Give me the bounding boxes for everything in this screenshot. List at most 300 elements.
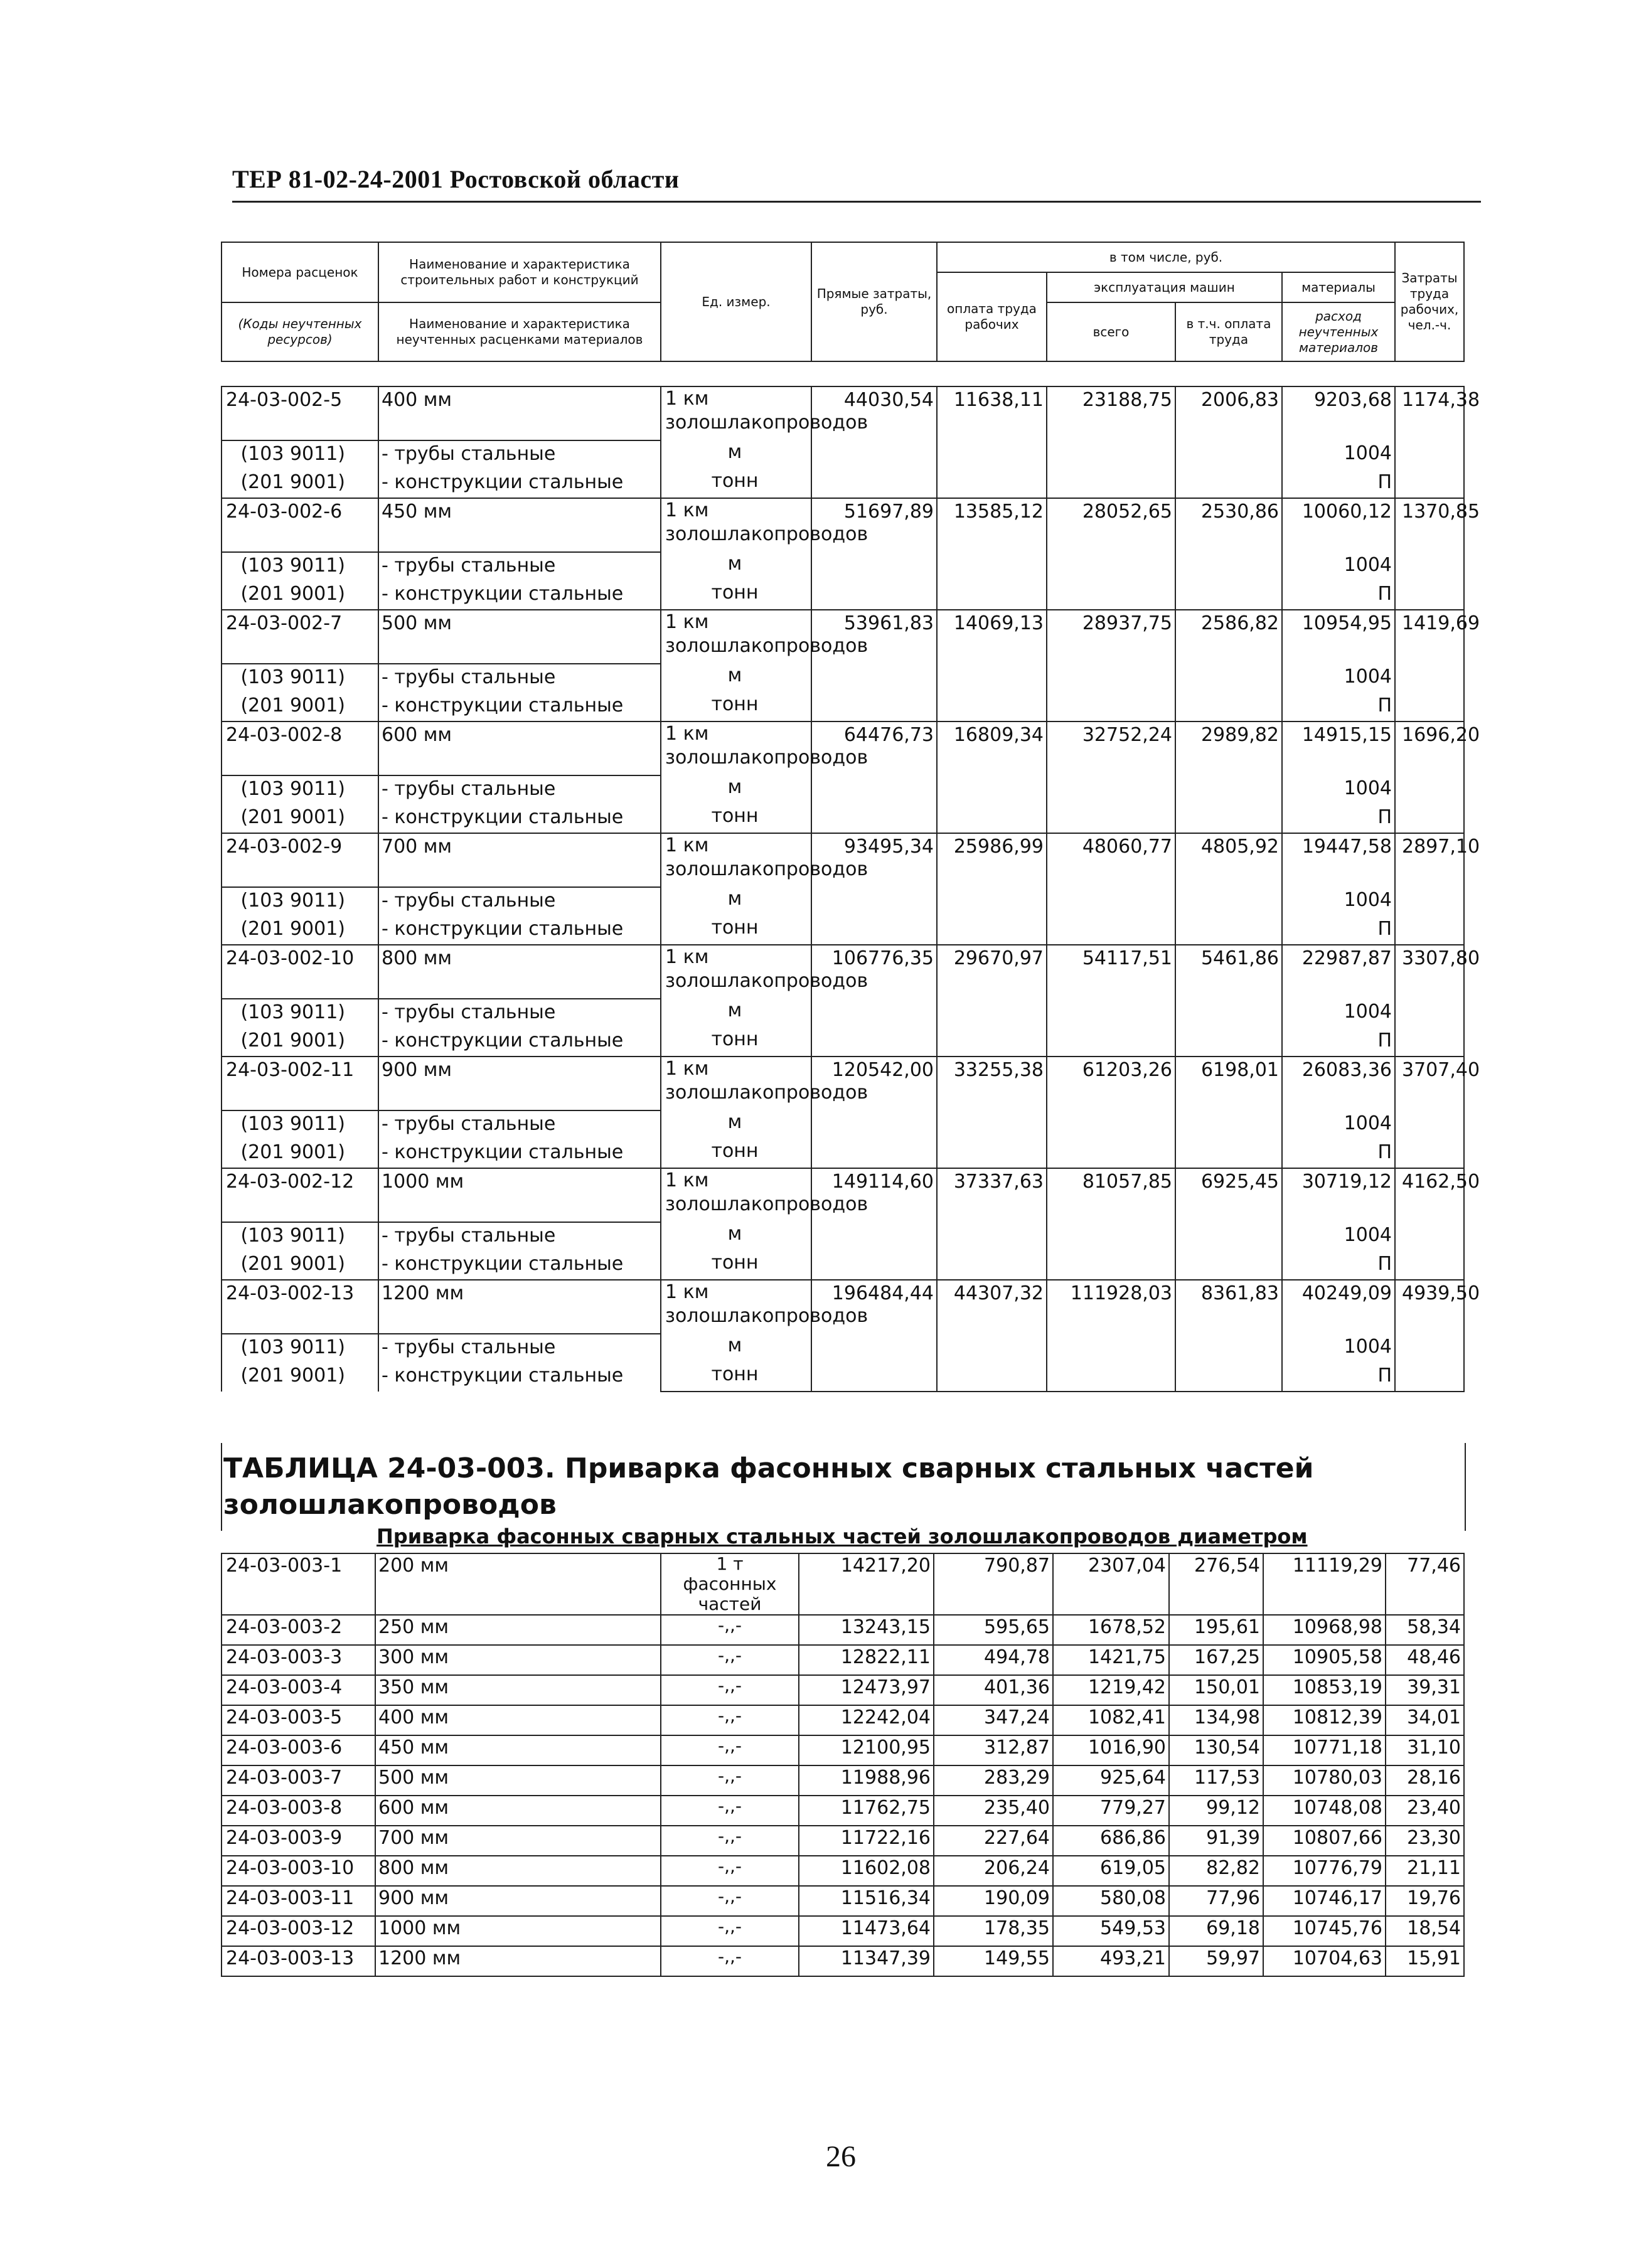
empty-cell xyxy=(811,581,937,610)
resource-code: (103 9011) xyxy=(222,999,378,1028)
rate-machine-wages: 6925,45 xyxy=(1175,1168,1282,1222)
rate-direct-cost: 51697,89 xyxy=(811,498,937,552)
resource-unit: тонн xyxy=(661,1363,811,1392)
resource-qty: 1004 xyxy=(1282,887,1395,916)
rate-machine-wages: 195,61 xyxy=(1169,1615,1263,1645)
rate-code: 24-03-003-7 xyxy=(222,1765,375,1796)
rate-name: 500 мм xyxy=(375,1765,661,1796)
rate-machine-wages: 167,25 xyxy=(1169,1645,1263,1675)
empty-cell xyxy=(1047,440,1175,469)
resource-qty: П xyxy=(1282,916,1395,945)
empty-cell xyxy=(811,916,937,945)
resource-row xyxy=(222,1334,1464,1363)
header-machines: эксплуатация машин xyxy=(1047,272,1282,302)
header-name-sub: Наименование и характеристика неучтенных расценками материалов xyxy=(378,302,661,361)
rate-name: 450 мм xyxy=(375,1735,661,1765)
rate-machines: 779,27 xyxy=(1053,1796,1169,1826)
rate-wages: 494,78 xyxy=(934,1645,1053,1675)
resource-name: - трубы стальные xyxy=(378,440,661,469)
resource-unit: тонн xyxy=(661,1251,811,1280)
rate-machines: 686,86 xyxy=(1053,1826,1169,1856)
rate-direct-cost: 12100,95 xyxy=(799,1735,934,1765)
rate-machines: 81057,85 xyxy=(1047,1168,1175,1222)
rate-direct-cost: 11516,34 xyxy=(799,1886,934,1916)
rate-row xyxy=(222,1796,1464,1826)
rate-labor: 18,54 xyxy=(1386,1916,1464,1946)
resource-unit: м xyxy=(661,1334,811,1363)
rate-wages: 190,09 xyxy=(934,1886,1053,1916)
empty-cell xyxy=(1047,552,1175,581)
rate-labor: 1174,38 xyxy=(1395,386,1464,440)
empty-cell xyxy=(1395,1334,1464,1363)
rate-row xyxy=(222,1675,1464,1705)
resource-code: (201 9001) xyxy=(222,916,378,945)
rate-name: 200 мм xyxy=(375,1553,661,1615)
rate-unit: 1 км золошлакопроводов xyxy=(661,498,811,552)
resource-row xyxy=(222,775,1464,804)
rate-name: 600 мм xyxy=(375,1796,661,1826)
empty-cell xyxy=(1175,693,1282,721)
rate-materials: 10745,76 xyxy=(1263,1916,1386,1946)
empty-cell xyxy=(937,1251,1047,1280)
rate-wages: 14069,13 xyxy=(937,610,1047,664)
page-title: ТЕР 81-02-24-2001 Ростовской области xyxy=(232,165,680,193)
empty-cell xyxy=(1175,1222,1282,1251)
rate-wages: 312,87 xyxy=(934,1735,1053,1765)
resource-qty: 1004 xyxy=(1282,440,1395,469)
rate-machine-wages: 99,12 xyxy=(1169,1796,1263,1826)
resource-qty: 1004 xyxy=(1282,552,1395,581)
empty-cell xyxy=(937,1028,1047,1057)
rate-wages: 16809,34 xyxy=(937,721,1047,775)
empty-cell xyxy=(937,916,1047,945)
resource-row xyxy=(222,887,1464,916)
empty-cell xyxy=(1395,999,1464,1028)
rate-code: 24-03-003-11 xyxy=(222,1886,375,1916)
header-codes: Номера расценок xyxy=(222,242,378,302)
resource-qty: 1004 xyxy=(1282,1334,1395,1363)
rate-unit: 1 км золошлакопроводов xyxy=(661,945,811,999)
rate-machine-wages: 130,54 xyxy=(1169,1735,1263,1765)
rate-wages: 401,36 xyxy=(934,1675,1053,1705)
rate-machine-wages: 8361,83 xyxy=(1175,1280,1282,1334)
rate-labor: 31,10 xyxy=(1386,1735,1464,1765)
rate-row xyxy=(222,1826,1464,1856)
rate-machine-wages: 59,97 xyxy=(1169,1946,1263,1976)
header-unit: Ед. измер. xyxy=(661,242,811,361)
resource-unit: м xyxy=(661,775,811,804)
resource-qty: П xyxy=(1282,469,1395,498)
rate-name: 400 мм xyxy=(378,386,661,440)
resource-code: (103 9011) xyxy=(222,887,378,916)
resource-name: - конструкции стальные xyxy=(378,469,661,498)
empty-cell xyxy=(1395,469,1464,498)
empty-cell xyxy=(811,1139,937,1168)
rate-wages: 227,64 xyxy=(934,1826,1053,1856)
rate-direct-cost: 53961,83 xyxy=(811,610,937,664)
empty-cell xyxy=(1175,1028,1282,1057)
rate-unit: -,,- xyxy=(661,1765,799,1796)
rate-unit: 1 км золошлакопроводов xyxy=(661,1280,811,1334)
empty-cell xyxy=(811,1251,937,1280)
resource-unit: тонн xyxy=(661,693,811,721)
rate-wages: 44307,32 xyxy=(937,1280,1047,1334)
empty-cell xyxy=(811,693,937,721)
rate-machines: 32752,24 xyxy=(1047,721,1175,775)
rate-direct-cost: 12473,97 xyxy=(799,1675,934,1705)
rate-machine-wages: 69,18 xyxy=(1169,1916,1263,1946)
empty-cell xyxy=(1047,1334,1175,1363)
resource-qty: П xyxy=(1282,1251,1395,1280)
rate-machines: 48060,77 xyxy=(1047,833,1175,887)
rate-code: 24-03-003-6 xyxy=(222,1735,375,1765)
resource-row xyxy=(222,1028,1464,1057)
rate-row xyxy=(222,1645,1464,1675)
rate-unit: -,,- xyxy=(661,1856,799,1886)
section-block xyxy=(221,1443,1466,1531)
header-labor: Затраты труда рабочих, чел.-ч. xyxy=(1395,242,1464,361)
resource-qty: 1004 xyxy=(1282,1110,1395,1139)
empty-cell xyxy=(1047,581,1175,610)
rate-direct-cost: 44030,54 xyxy=(811,386,937,440)
empty-cell xyxy=(811,664,937,693)
rate-name: 1200 мм xyxy=(378,1280,661,1334)
empty-cell xyxy=(1395,440,1464,469)
rate-machines: 1678,52 xyxy=(1053,1615,1169,1645)
rate-wages: 149,55 xyxy=(934,1946,1053,1976)
rate-machines: 619,05 xyxy=(1053,1856,1169,1886)
empty-cell xyxy=(1047,693,1175,721)
rate-machines: 28937,75 xyxy=(1047,610,1175,664)
empty-cell xyxy=(1047,775,1175,804)
rate-row xyxy=(222,1886,1464,1916)
rate-machines: 28052,65 xyxy=(1047,498,1175,552)
rate-row xyxy=(222,1553,1464,1615)
resource-row xyxy=(222,1222,1464,1251)
resource-row xyxy=(222,804,1464,833)
resource-row xyxy=(222,916,1464,945)
resource-code: (201 9001) xyxy=(222,581,378,610)
empty-cell xyxy=(1395,804,1464,833)
rate-machine-wages: 117,53 xyxy=(1169,1765,1263,1796)
resource-code: (103 9011) xyxy=(222,1334,378,1363)
resource-name: - трубы стальные xyxy=(378,1110,661,1139)
rate-wages: 29670,97 xyxy=(937,945,1047,999)
rate-wages: 206,24 xyxy=(934,1856,1053,1886)
empty-cell xyxy=(1047,664,1175,693)
empty-cell xyxy=(1395,1110,1464,1139)
rate-row xyxy=(222,1057,1464,1110)
rate-code: 24-03-002-12 xyxy=(222,1168,378,1222)
rate-materials: 10853,19 xyxy=(1263,1675,1386,1705)
empty-cell xyxy=(1395,1222,1464,1251)
rate-labor: 39,31 xyxy=(1386,1675,1464,1705)
resource-name: - конструкции стальные xyxy=(378,1139,661,1168)
rate-materials: 10780,03 xyxy=(1263,1765,1386,1796)
empty-cell xyxy=(937,804,1047,833)
resource-row xyxy=(222,1363,1464,1392)
rate-labor: 15,91 xyxy=(1386,1946,1464,1976)
rate-unit: -,,- xyxy=(661,1735,799,1765)
rate-unit: -,,- xyxy=(661,1615,799,1645)
resource-unit: тонн xyxy=(661,469,811,498)
rate-code: 24-03-002-8 xyxy=(222,721,378,775)
resource-qty: П xyxy=(1282,1139,1395,1168)
resource-unit: тонн xyxy=(661,916,811,945)
empty-cell xyxy=(811,1028,937,1057)
resource-code: (201 9001) xyxy=(222,1028,378,1057)
empty-cell xyxy=(937,664,1047,693)
empty-cell xyxy=(937,1110,1047,1139)
resource-name: - конструкции стальные xyxy=(378,581,661,610)
rate-labor: 23,40 xyxy=(1386,1796,1464,1826)
resource-code: (201 9001) xyxy=(222,804,378,833)
rate-row xyxy=(222,1168,1464,1222)
empty-cell xyxy=(1395,581,1464,610)
rate-unit: 1 км золошлакопроводов xyxy=(661,1057,811,1110)
header-table xyxy=(221,242,1465,362)
resource-unit: м xyxy=(661,887,811,916)
rate-direct-cost: 196484,44 xyxy=(811,1280,937,1334)
empty-cell xyxy=(1047,804,1175,833)
rate-unit: -,,- xyxy=(661,1886,799,1916)
rate-direct-cost: 93495,34 xyxy=(811,833,937,887)
resource-code: (201 9001) xyxy=(222,1363,378,1392)
rate-materials: 10771,18 xyxy=(1263,1735,1386,1765)
resource-qty: П xyxy=(1282,693,1395,721)
rate-row xyxy=(222,386,1464,440)
rate-wages: 235,40 xyxy=(934,1796,1053,1826)
rate-materials: 22987,87 xyxy=(1282,945,1395,999)
rate-name: 1200 мм xyxy=(375,1946,661,1976)
rate-code: 24-03-003-3 xyxy=(222,1645,375,1675)
resource-qty: 1004 xyxy=(1282,775,1395,804)
rate-machine-wages: 2586,82 xyxy=(1175,610,1282,664)
resource-code: (201 9001) xyxy=(222,1139,378,1168)
empty-cell xyxy=(1175,1363,1282,1392)
rate-row xyxy=(222,1765,1464,1796)
empty-cell xyxy=(1175,552,1282,581)
empty-cell xyxy=(937,1222,1047,1251)
rate-direct-cost: 11347,39 xyxy=(799,1946,934,1976)
empty-cell xyxy=(1395,916,1464,945)
empty-cell xyxy=(1175,804,1282,833)
empty-cell xyxy=(937,581,1047,610)
rate-direct-cost: 12822,11 xyxy=(799,1645,934,1675)
rate-labor: 2897,10 xyxy=(1395,833,1464,887)
rate-machines: 580,08 xyxy=(1053,1886,1169,1916)
rate-materials: 10776,79 xyxy=(1263,1856,1386,1886)
rate-unit: 1 км золошлакопроводов xyxy=(661,721,811,775)
resource-code: (103 9011) xyxy=(222,1222,378,1251)
rate-name: 350 мм xyxy=(375,1675,661,1705)
rate-labor: 23,30 xyxy=(1386,1826,1464,1856)
rate-code: 24-03-003-5 xyxy=(222,1705,375,1735)
resource-row xyxy=(222,1110,1464,1139)
empty-cell xyxy=(811,469,937,498)
resource-name: - трубы стальные xyxy=(378,887,661,916)
rate-row xyxy=(222,498,1464,552)
resource-name: - конструкции стальные xyxy=(378,804,661,833)
rate-direct-cost: 13243,15 xyxy=(799,1615,934,1645)
rate-machine-wages: 4805,92 xyxy=(1175,833,1282,887)
empty-cell xyxy=(1175,469,1282,498)
rate-name: 800 мм xyxy=(375,1856,661,1886)
resource-name: - трубы стальные xyxy=(378,999,661,1028)
resource-code: (103 9011) xyxy=(222,552,378,581)
rate-unit: 1 км золошлакопроводов xyxy=(661,610,811,664)
rate-machine-wages: 91,39 xyxy=(1169,1826,1263,1856)
empty-cell xyxy=(1395,1139,1464,1168)
rate-wages: 595,65 xyxy=(934,1615,1053,1645)
rate-wages: 25986,99 xyxy=(937,833,1047,887)
empty-cell xyxy=(1175,440,1282,469)
rate-labor: 58,34 xyxy=(1386,1615,1464,1645)
rate-name: 250 мм xyxy=(375,1615,661,1645)
rate-unit: -,,- xyxy=(661,1946,799,1976)
rate-machine-wages: 2530,86 xyxy=(1175,498,1282,552)
rate-name: 600 мм xyxy=(378,721,661,775)
resource-unit: м xyxy=(661,999,811,1028)
rate-row xyxy=(222,1916,1464,1946)
resource-code: (103 9011) xyxy=(222,1110,378,1139)
empty-cell xyxy=(1047,1110,1175,1139)
empty-cell xyxy=(1395,887,1464,916)
empty-cell xyxy=(1047,1251,1175,1280)
rate-materials: 10060,12 xyxy=(1282,498,1395,552)
empty-cell xyxy=(811,775,937,804)
empty-cell xyxy=(1175,664,1282,693)
rate-labor: 4939,50 xyxy=(1395,1280,1464,1334)
rates-table-24-03-003 xyxy=(221,1553,1465,1977)
resource-qty: П xyxy=(1282,581,1395,610)
resource-qty: П xyxy=(1282,1028,1395,1057)
rate-row xyxy=(222,1705,1464,1735)
resource-qty: 1004 xyxy=(1282,664,1395,693)
resource-unit: м xyxy=(661,1222,811,1251)
empty-cell xyxy=(937,887,1047,916)
rate-materials: 10748,08 xyxy=(1263,1796,1386,1826)
rate-wages: 33255,38 xyxy=(937,1057,1047,1110)
empty-cell xyxy=(1395,775,1464,804)
empty-cell xyxy=(811,1363,937,1392)
header-codes-sub: (Коды неучтенных ресурсов) xyxy=(222,302,378,361)
empty-cell xyxy=(1395,1363,1464,1392)
rate-direct-cost: 11722,16 xyxy=(799,1826,934,1856)
rate-machines: 61203,26 xyxy=(1047,1057,1175,1110)
rate-row xyxy=(222,1946,1464,1976)
rate-name: 1000 мм xyxy=(378,1168,661,1222)
resource-code: (103 9011) xyxy=(222,664,378,693)
rate-wages: 283,29 xyxy=(934,1765,1053,1796)
section-subheading: Приварка фасонных сварных стальных частей золошлакопроводов диаметром xyxy=(377,1525,1308,1548)
rate-unit: -,,- xyxy=(661,1916,799,1946)
empty-cell xyxy=(1047,999,1175,1028)
empty-cell xyxy=(811,1334,937,1363)
empty-cell xyxy=(811,887,937,916)
resource-name: - трубы стальные xyxy=(378,775,661,804)
resource-code: (201 9001) xyxy=(222,693,378,721)
resource-row xyxy=(222,440,1464,469)
rate-materials: 9203,68 xyxy=(1282,386,1395,440)
rate-unit: 1 км золошлакопроводов xyxy=(661,1168,811,1222)
rate-row xyxy=(222,1615,1464,1645)
rate-labor: 3707,40 xyxy=(1395,1057,1464,1110)
rate-code: 24-03-002-10 xyxy=(222,945,378,999)
rate-materials: 14915,15 xyxy=(1282,721,1395,775)
rate-direct-cost: 12242,04 xyxy=(799,1705,934,1735)
resource-row xyxy=(222,469,1464,498)
rate-code: 24-03-003-1 xyxy=(222,1553,375,1615)
rate-unit: -,,- xyxy=(661,1645,799,1675)
rate-materials: 26083,36 xyxy=(1282,1057,1395,1110)
empty-cell xyxy=(811,440,937,469)
empty-cell xyxy=(1395,664,1464,693)
rate-materials: 10954,95 xyxy=(1282,610,1395,664)
empty-cell xyxy=(1175,775,1282,804)
rate-machines: 23188,75 xyxy=(1047,386,1175,440)
rate-wages: 11638,11 xyxy=(937,386,1047,440)
rate-code: 24-03-003-9 xyxy=(222,1826,375,1856)
empty-cell xyxy=(937,1363,1047,1392)
rate-materials: 11119,29 xyxy=(1263,1553,1386,1615)
empty-cell xyxy=(1175,1251,1282,1280)
empty-cell xyxy=(1395,1251,1464,1280)
rate-row xyxy=(222,1280,1464,1334)
resource-name: - конструкции стальные xyxy=(378,693,661,721)
rate-row xyxy=(222,610,1464,664)
rate-wages: 37337,63 xyxy=(937,1168,1047,1222)
empty-cell xyxy=(1047,1139,1175,1168)
rate-code: 24-03-003-10 xyxy=(222,1856,375,1886)
rate-materials: 30719,12 xyxy=(1282,1168,1395,1222)
empty-cell xyxy=(1047,1028,1175,1057)
rate-unit: -,,- xyxy=(661,1705,799,1735)
empty-cell xyxy=(1047,887,1175,916)
header-materials: материалы xyxy=(1282,272,1395,302)
header-wages: оплата труда рабочих xyxy=(937,272,1047,361)
empty-cell xyxy=(937,999,1047,1028)
empty-cell xyxy=(1395,693,1464,721)
rate-code: 24-03-003-2 xyxy=(222,1615,375,1645)
rate-row xyxy=(222,1735,1464,1765)
rate-labor: 77,46 xyxy=(1386,1553,1464,1615)
rate-materials: 10905,58 xyxy=(1263,1645,1386,1675)
rate-wages: 790,87 xyxy=(934,1553,1053,1615)
rate-code: 24-03-003-12 xyxy=(222,1916,375,1946)
rate-labor: 3307,80 xyxy=(1395,945,1464,999)
resource-name: - конструкции стальные xyxy=(378,1251,661,1280)
rate-direct-cost: 11473,64 xyxy=(799,1916,934,1946)
rate-code: 24-03-002-11 xyxy=(222,1057,378,1110)
rate-machines: 493,21 xyxy=(1053,1946,1169,1976)
rate-direct-cost: 11762,75 xyxy=(799,1796,934,1826)
resource-code: (103 9011) xyxy=(222,440,378,469)
rate-unit: -,,- xyxy=(661,1675,799,1705)
rate-unit: 1 км золошлакопроводов xyxy=(661,386,811,440)
rate-materials: 19447,58 xyxy=(1282,833,1395,887)
empty-cell xyxy=(1175,916,1282,945)
rate-name: 1000 мм xyxy=(375,1916,661,1946)
rate-name: 800 мм xyxy=(378,945,661,999)
resource-name: - конструкции стальные xyxy=(378,1363,661,1392)
rate-code: 24-03-002-9 xyxy=(222,833,378,887)
rate-wages: 347,24 xyxy=(934,1705,1053,1735)
rate-materials: 10704,63 xyxy=(1263,1946,1386,1976)
empty-cell xyxy=(1395,1028,1464,1057)
rate-name: 500 мм xyxy=(378,610,661,664)
rate-code: 24-03-002-7 xyxy=(222,610,378,664)
